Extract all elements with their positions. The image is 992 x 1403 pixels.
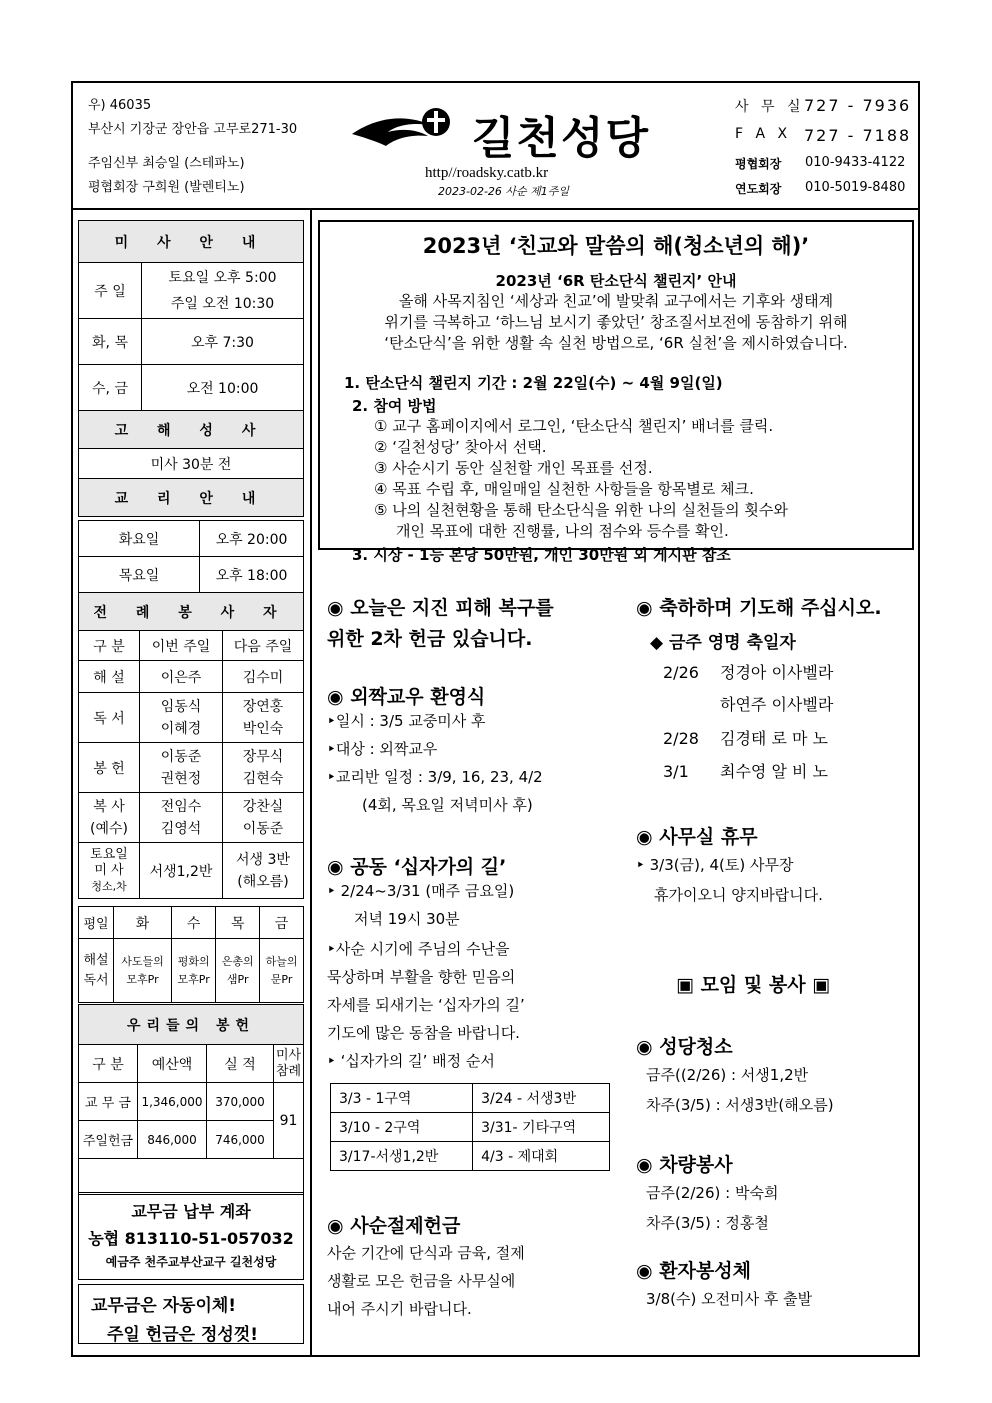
office-phone: 727 - 7936 [804, 96, 912, 115]
office-closed-line: ‣ 3/3(금), 4(토) 사무장 [636, 856, 794, 874]
car-line: 금주(2/26) : 박숙희 [646, 1184, 779, 1202]
relief-heading-2: 위한 2차 헌금 있습니다. [327, 628, 533, 650]
feast-name: 정경아 이사벨라 [720, 663, 834, 682]
weekday-group: 평화의 모후Pr [172, 939, 216, 1003]
cleaning-line: 차주(3/5) : 서생3반(해오름) [646, 1096, 834, 1114]
lent-line: 내어 주시기 바랍니다. [327, 1300, 472, 1318]
weekday-name: 목 [216, 907, 260, 939]
servers-this: 이은주 [140, 661, 223, 693]
sick-line: 3/8(수) 오전미사 후 출발 [646, 1290, 813, 1308]
weekday-group: 하늘의 문Pr [260, 939, 304, 1003]
feast-date: 2/28 [663, 729, 699, 748]
meeting-heading: ▣ 모임 및 봉사 ▣ [676, 974, 831, 996]
feast-name: 하연주 이사벨라 [720, 695, 834, 714]
feast-date: 3/1 [663, 762, 689, 781]
weekday-group: 사도들의 모후Pr [114, 939, 172, 1003]
offering-budget-header: 예산액 [138, 1045, 207, 1083]
welcome-line: (4회, 목요일 저녁미사 후) [362, 796, 533, 814]
weekday-name: 화 [114, 907, 172, 939]
offering-empty-row [79, 1159, 304, 1195]
account-title: 교무금 납부 계좌 [131, 1202, 251, 1221]
header-divider [71, 208, 920, 210]
offering-attendance: 91 [274, 1083, 304, 1159]
servers-sat-label: 토요일 [90, 846, 128, 862]
sick-heading: ◉ 환자봉성체 [636, 1260, 751, 1282]
cross-line: ‣ 2/24~3/31 (매주 금요일) [327, 882, 515, 900]
weekday-label: 평일 [79, 907, 114, 939]
notice-subtitle: 2023년 ‘6R 탄소단식 챌린지’ 안내 [495, 272, 737, 290]
lent-line: 사순 기간에 단식과 금육, 절제 [327, 1244, 525, 1262]
catechism-table [78, 520, 304, 593]
offering-type: 교 무 금 [79, 1083, 138, 1121]
cross-line: 기도에 많은 동참을 바랍니다. [327, 1024, 520, 1042]
servers-role: 해 설 [79, 661, 140, 693]
offering-budget: 846,000 [138, 1121, 207, 1159]
notice-title: 2023년 ‘친교와 말씀의 해(청소년의 해)’ [422, 234, 810, 258]
feast-heading: ◆ 금주 영명 축일자 [650, 633, 796, 653]
pastor: 주임신부 최승일 (스테파노) [88, 156, 245, 171]
office-closed-line: 휴가이오니 양지바랍니다. [654, 886, 823, 904]
cross-heading: ◉ 공동 ‘십자가의 길’ [327, 856, 507, 878]
church-logo-icon [348, 96, 468, 166]
notice-intro-3: ‘탄소단식’을 위한 생활 속 실천 방법으로, ‘6R 실천’을 제시하였습니다. [384, 334, 848, 352]
weekday-role: 해설 독서 [79, 939, 114, 1003]
church-name: 길천성당 [472, 113, 651, 164]
catechism-time: 오후 20:00 [200, 521, 304, 557]
cross-schedule-table [330, 1083, 610, 1171]
fax-phone: 727 - 7188 [804, 126, 912, 145]
schedule-cell: 3/17-서생1,2반 [331, 1142, 473, 1171]
notice-step: 개인 목표에 대한 진행률, 나의 점수와 등수를 확인. [396, 522, 729, 540]
offering-budget: 1,346,000 [138, 1083, 207, 1121]
notice-item-1: 1. 탄소단식 챌린지 기간 : 2월 22일(수) ~ 4월 9일(일) [344, 374, 723, 392]
weekday-servers-table [78, 906, 304, 1003]
servers-role: 독 서 [79, 693, 140, 743]
notice-box [318, 220, 914, 564]
feast-name: 최수영 알 비 노 [720, 762, 828, 781]
zip-code: 우) 46035 [88, 98, 152, 113]
relief-heading: ◉ 오늘은 지진 피해 복구를 [327, 597, 554, 619]
cross-line: 묵상하며 부활을 향한 믿음의 [327, 968, 516, 986]
servers-this-header: 이번 주일 [140, 631, 223, 661]
cleaning-line: 금주((2/26) : 서생1,2반 [646, 1066, 809, 1084]
catechism-day: 화요일 [79, 521, 200, 557]
column-divider [310, 208, 312, 1357]
mass-title: 미 사 안 내 [79, 221, 304, 263]
servers-sat-label: 청소,차 [91, 879, 127, 893]
servers-role: 봉 헌 [79, 743, 140, 793]
cross-line: ‣ ‘십자가의 길’ 배정 순서 [327, 1052, 495, 1070]
notice-step: ② ‘길천성당’ 찾아서 선택. [374, 438, 547, 456]
servers-sat-this: 서생1,2반 [140, 843, 223, 899]
weekday-name: 금 [260, 907, 304, 939]
reminder-box [78, 1284, 304, 1344]
servers-role: 복 사 (예수) [79, 793, 140, 843]
mass-wedfri-time: 오전 10:00 [142, 365, 304, 411]
cross-line: 자세를 되새기는 ‘십자가의 길’ [327, 996, 525, 1014]
yeondo-phone: 010-5019-8480 [805, 180, 906, 195]
mass-sat-time: 토요일 오후 5:00 [168, 269, 277, 286]
welcome-line: ‣대상 : 외짝교우 [327, 740, 438, 758]
notice-item-2: 2. 참여 방법 [352, 397, 437, 415]
schedule-cell: 3/24 - 서생3반 [473, 1084, 610, 1113]
lent-heading: ◉ 사순절제헌금 [327, 1215, 461, 1237]
servers-next: 강찬실 이동준 [223, 793, 304, 843]
schedule-cell: 3/31- 기타구역 [473, 1113, 610, 1142]
offering-actual-header: 실 적 [207, 1045, 274, 1083]
offering-actual: 370,000 [207, 1083, 274, 1121]
mass-sun-time: 주일 오전 10:30 [170, 295, 275, 312]
account-holder: 예금주 천주교부산교구 길천성당 [105, 1255, 277, 1269]
catechism-day: 목요일 [79, 557, 200, 593]
servers-sat-next: 서생 3반 (해오름) [223, 843, 304, 899]
offering-table [78, 1004, 304, 1195]
servers-this: 이동준 권현정 [140, 743, 223, 793]
feast-name: 김경태 로 마 노 [720, 729, 828, 748]
date-line: 2023-02-26 사순 제1주일 [438, 185, 570, 198]
servers-col-header: 구 분 [79, 631, 140, 661]
servers-next: 김수미 [223, 661, 304, 693]
welcome-line: ‣일시 : 3/5 교중미사 후 [327, 712, 486, 730]
welcome-heading: ◉ 외짝교우 환영식 [327, 686, 486, 708]
reminder-line2: 주일 헌금은 정성껏! [107, 1325, 258, 1345]
servers-table [78, 592, 304, 899]
servers-next: 장무식 김현숙 [223, 743, 304, 793]
offering-type-header: 구 분 [79, 1045, 138, 1083]
council-phone: 010-9433-4122 [805, 155, 906, 170]
car-line: 차주(3/5) : 정홍철 [646, 1214, 769, 1232]
account-number: 농협 813110-51-057032 [88, 1229, 294, 1248]
notice-step: ③ 사순시기 동안 실천할 개인 목표를 선정. [374, 459, 653, 477]
servers-this: 전임수 김영석 [140, 793, 223, 843]
schedule-cell: 3/10 - 2구역 [331, 1113, 473, 1142]
cross-line: 저녁 19시 30분 [354, 910, 460, 928]
weekday-group: 은총의 샘Pr [216, 939, 260, 1003]
mass-table [78, 220, 304, 517]
notice-item-3: 3. 시상 - 1등 본당 50만원, 개인 30만원 외 게시판 참조 [352, 546, 731, 564]
servers-next-header: 다음 주일 [223, 631, 304, 661]
catechism-title: 교 리 안 내 [79, 479, 304, 517]
mass-wedfri-label: 수, 금 [79, 365, 142, 411]
servers-this: 임동식 이혜경 [140, 693, 223, 743]
cleaning-heading: ◉ 성당청소 [636, 1036, 733, 1058]
offering-actual: 746,000 [207, 1121, 274, 1159]
office-closed-heading: ◉ 사무실 휴무 [636, 826, 758, 848]
offering-title: 우리들의 봉헌 [79, 1005, 304, 1045]
schedule-cell: 4/3 - 제대회 [473, 1142, 610, 1171]
schedule-cell: 3/3 - 1구역 [331, 1084, 473, 1113]
reminder-line1: 교무금은 자동이체! [91, 1296, 237, 1316]
yeondo-phone-label: 연도회장 [735, 182, 782, 196]
mass-sunday-label: 주 일 [79, 263, 142, 319]
website-link[interactable]: http//roadsky.catb.kr [425, 165, 549, 181]
car-heading: ◉ 차량봉사 [636, 1154, 733, 1176]
notice-intro-1: 올해 사목지침인 ‘세상과 친교’에 발맞춰 교구에서는 기후와 생태계 [398, 292, 834, 310]
cross-line: ‣사순 시기에 주님의 수난을 [327, 940, 510, 958]
account-box [78, 1192, 304, 1280]
servers-next: 장연홍 박인숙 [223, 693, 304, 743]
fax-label: F A X [735, 126, 792, 142]
confession-title: 고 해 성 사 [79, 411, 304, 449]
feast-date: 2/26 [663, 663, 699, 682]
servers-title: 전 례 봉 사 자 [79, 593, 304, 631]
offering-mass-header: 미사 참례 [274, 1045, 304, 1083]
office-label: 사 무 실 [735, 99, 805, 115]
weekday-name: 수 [172, 907, 216, 939]
mass-tuethu-time: 오후 7:30 [142, 319, 304, 365]
address: 부산시 기장군 장안읍 고무로271-30 [88, 122, 298, 137]
catechism-time: 오후 18:00 [200, 557, 304, 593]
notice-intro-2: 위기를 극복하고 ‘하느님 보시기 좋았던’ 창조질서보전에 동참하기 위해 [384, 313, 848, 331]
lent-line: 생활로 모은 헌금을 사무실에 [327, 1272, 516, 1290]
celebrate-heading: ◉ 축하하며 기도해 주십시오. [636, 597, 882, 619]
mass-tuethu-label: 화, 목 [79, 319, 142, 365]
notice-step: ① 교구 홈페이지에서 로그인, ‘탄소단식 챌린지’ 배너를 클릭. [374, 417, 774, 435]
offering-type: 주일헌금 [79, 1121, 138, 1159]
confession-time: 미사 30분 전 [79, 449, 304, 479]
council-phone-label: 평협회장 [735, 157, 782, 171]
servers-sat-label: 미 사 [94, 862, 124, 878]
council-head: 평협회장 구희원 (발렌티노) [88, 180, 245, 195]
notice-step: ⑤ 나의 실천현황을 통해 탄소단식을 위한 나의 실천들의 횟수와 [374, 501, 788, 519]
welcome-line: ‣교리반 일정 : 3/9, 16, 23, 4/2 [327, 768, 543, 786]
notice-step: ④ 목표 수립 후, 매일매일 실천한 사항들을 항목별로 체크. [374, 480, 754, 498]
